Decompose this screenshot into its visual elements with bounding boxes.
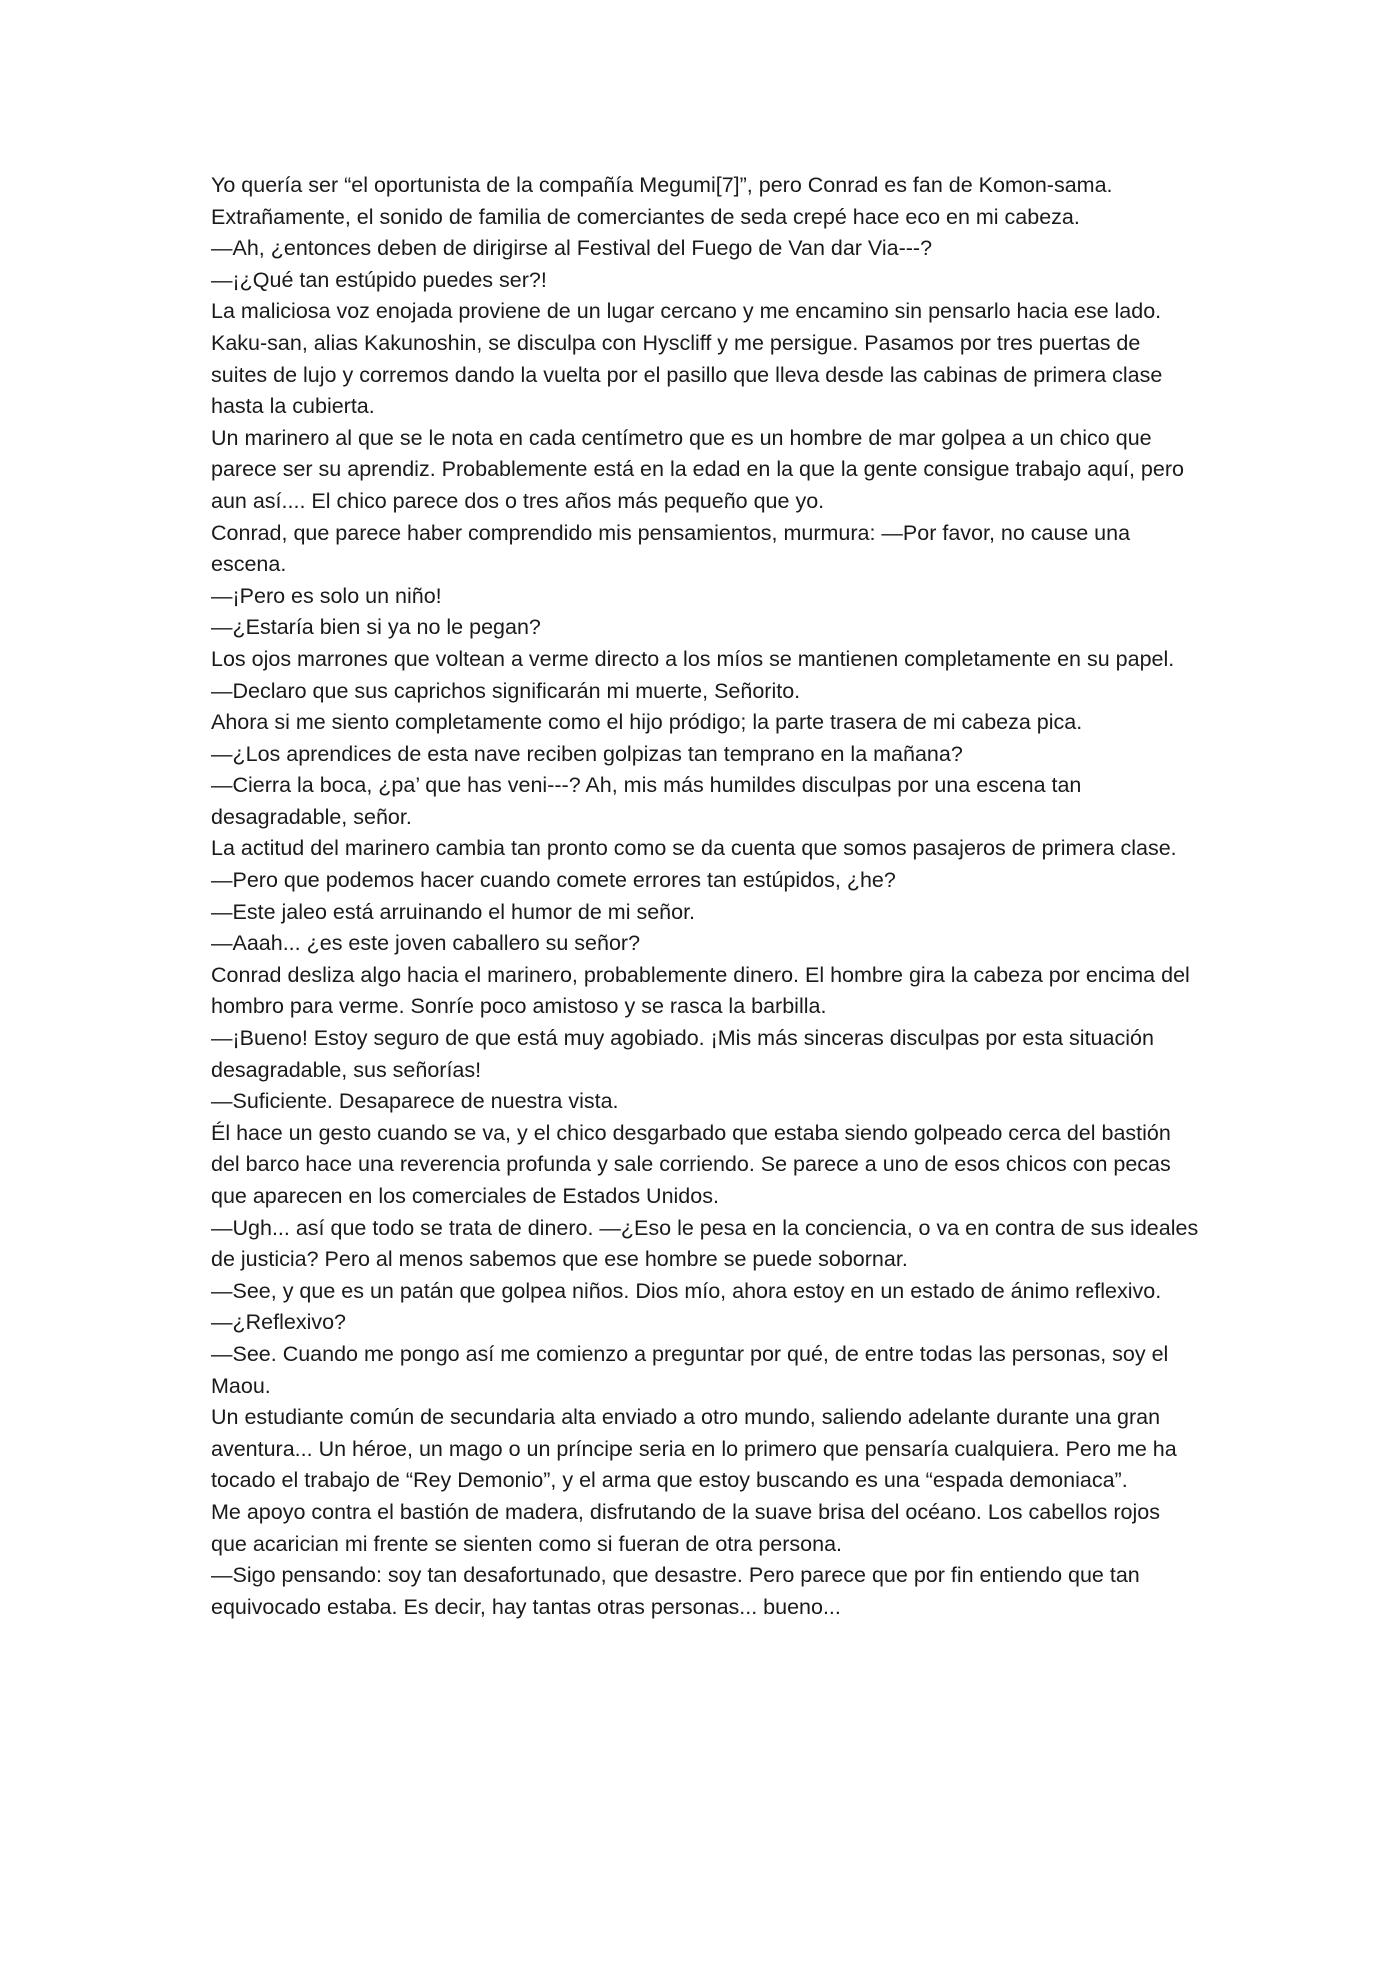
paragraph: —¡Pero es solo un niño!	[211, 583, 442, 608]
paragraph: La actitud del marinero cambia tan pronto como se da cuenta que somos pasajeros de primera clase.	[211, 836, 1177, 861]
paragraph: Conrad desliza algo hacia el marinero, probablemente dinero. El hombre gira la cabeza por encima del hombro para verme. Sonríe poco amistoso y se rasca la barbilla.	[211, 962, 1190, 1019]
paragraph: —¿Los aprendices de esta nave reciben golpizas tan temprano en la mañana?	[211, 741, 963, 766]
paragraph: —Sigo pensando: soy tan desafortunado, que desastre. Pero parece que por fin entiendo que tan equivocado estaba. Es decir, hay tantas otras personas... bueno...	[211, 1563, 1140, 1619]
paragraph: —Declaro que sus caprichos significarán mi muerte, Señorito.	[211, 678, 801, 703]
paragraph: Yo quería ser “el oportunista de la compañía Megumi[7]”, pero Conrad es fan de Komon-sama. Extrañamente, el sonido de familia de comerciantes de seda crepé hace eco en mi cabeza.	[211, 173, 1113, 229]
paragraph: —¡Bueno! Estoy seguro de que está muy agobiado. ¡Mis más sinceras disculpas por esta situación desagradable, sus señorías!	[211, 1026, 1154, 1082]
paragraph: La maliciosa voz enojada proviene de un lugar cercano y me encamino sin pensarlo hacia ese lado. Kaku-san, alias Kakunoshin, se disculpa con Hyscliff y me persigue. Pasamos por tres puertas de suites de lujo y corremos dando la vuelta por el pasillo que lleva desde las cabinas de primera clase hasta la cubierta.	[211, 299, 1163, 419]
paragraph: Un estudiante común de secundaria alta enviado a otro mundo, saliendo adelante durante una gran aventura... Un héroe, un mago o un príncipe seria en lo primero que pensaría cualquiera. Pero me ha tocado el trabajo de “Rey Demonio”, y el arma que estoy buscando es una “espada demoniaca”.	[211, 1405, 1177, 1493]
paragraph: Él hace un gesto cuando se va, y el chico desgarbado que estaba siendo golpeado cerca del bastión del barco hace una reverencia profunda y sale corriendo. Se parece a uno de esos chicos con pecas que aparecen en los comerciales de Estados Unidos.	[211, 1120, 1171, 1208]
paragraph: Ahora si me siento completamente como el hijo pródigo; la parte trasera de mi cabeza pica.	[211, 710, 1083, 735]
paragraph: Me apoyo contra el bastión de madera, disfrutando de la suave brisa del océano. Los cabellos rojos que acarician mi frente se sienten como si fueran de otra persona.	[211, 1499, 1160, 1556]
paragraph: —See, y que es un patán que golpea niños. Dios mío, ahora estoy en un estado de ánimo reflexivo.	[211, 1278, 1162, 1303]
paragraph: —Pero que podemos hacer cuando comete errores tan estúpidos, ¿he?	[211, 868, 896, 893]
paragraph: —Este jaleo está arruinando el humor de mi señor.	[211, 899, 696, 924]
paragraph: Los ojos marrones que voltean a verme directo a los míos se mantienen completamente en su papel.	[211, 646, 1175, 671]
paragraph: —¿Reflexivo?	[211, 1310, 347, 1335]
paragraph: —Cierra la boca, ¿pa’ que has veni---? Ah, mis más humildes disculpas por una escena tan desagradable, señor.	[211, 773, 1082, 829]
paragraph: —See. Cuando me pongo así me comienzo a preguntar por qué, de entre todas las personas, soy el Maou.	[211, 1341, 1169, 1398]
paragraph: —¡¿Qué tan estúpido puedes ser?!	[211, 267, 547, 292]
paragraph: Conrad, que parece haber comprendido mis pensamientos, murmura: —Por favor, no cause una escena.	[211, 520, 1131, 577]
paragraph: Un marinero al que se le nota en cada centímetro que es un hombre de mar golpea a un chico que parece ser su aprendiz. Probablemente está en la edad en la que la gente consigue trabajo aquí, pero aun así.... El chico parece dos o tres años más pequeño que yo.	[211, 425, 1184, 513]
paragraph: —Aaah... ¿es este joven caballero su señor?	[211, 931, 641, 956]
paragraph: —Ugh... así que todo se trata de dinero. —¿Eso le pesa en la conciencia, o va en contra de sus ideales de justicia? Pero al menos sabemos que ese hombre se puede sobornar.	[211, 1215, 1199, 1272]
paragraph: —Ah, ¿entonces deben de dirigirse al Festival del Fuego de Van dar Via---?	[211, 236, 933, 261]
paragraph: —¿Estaría bien si ya no le pegan?	[211, 615, 541, 640]
paragraph: —Suficiente. Desaparece de nuestra vista.	[211, 1089, 619, 1114]
document-body	[211, 170, 1201, 1623]
